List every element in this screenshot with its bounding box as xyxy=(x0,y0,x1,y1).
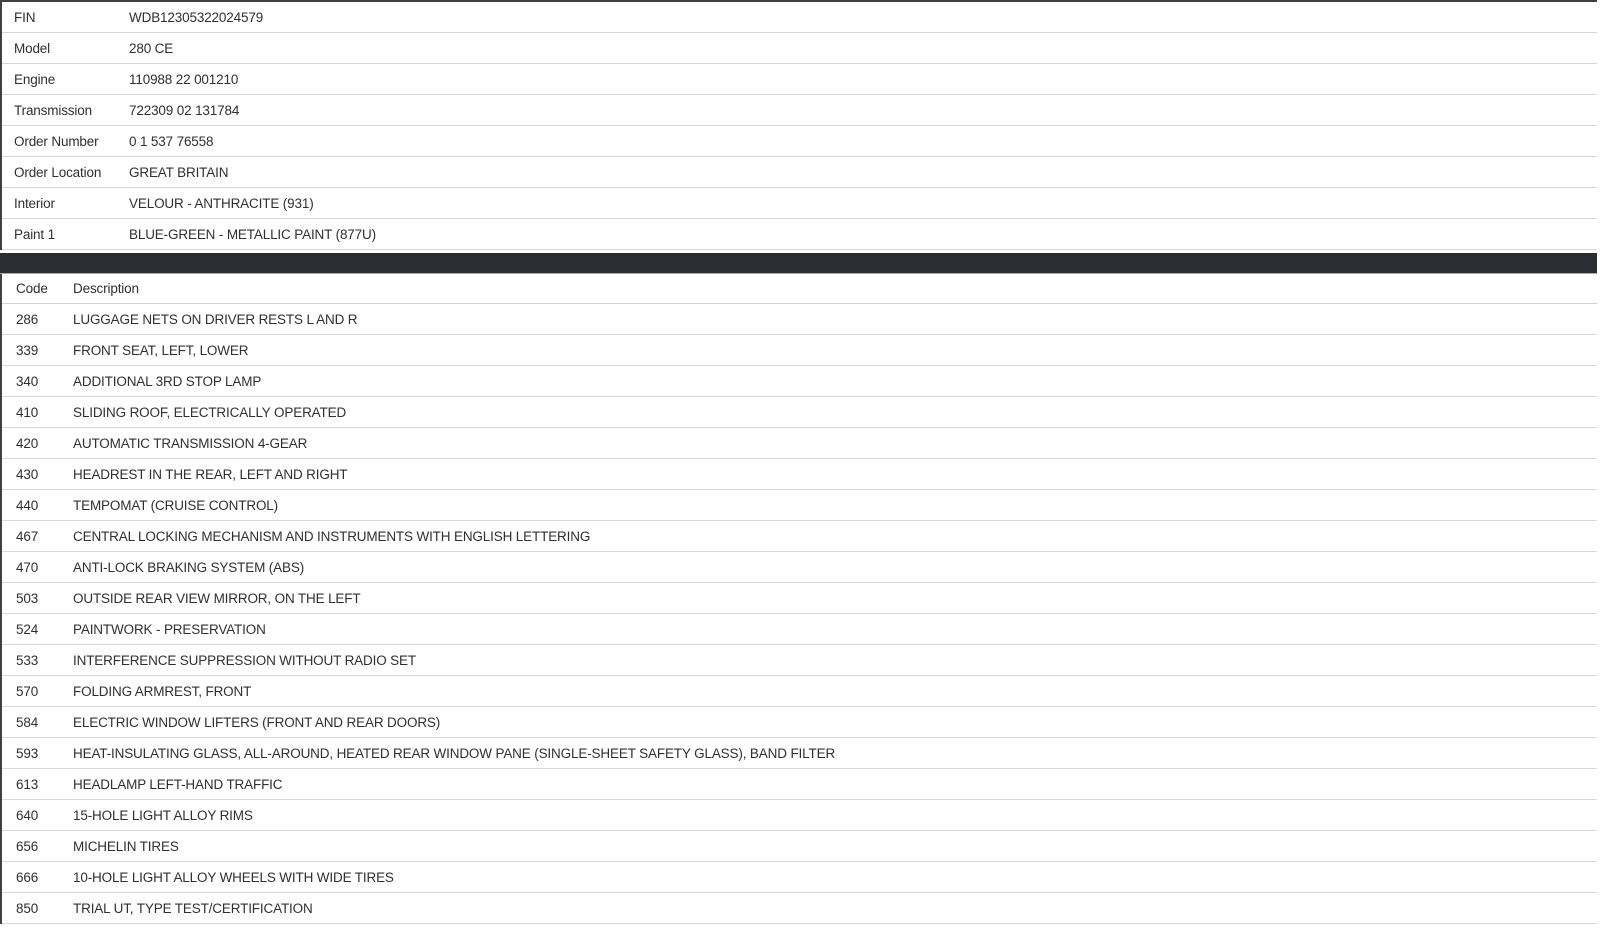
option-code: 470 xyxy=(16,559,39,575)
option-row xyxy=(2,831,1597,862)
option-code: 593 xyxy=(16,745,39,761)
vehicle-info-row xyxy=(2,126,1597,157)
option-code: 339 xyxy=(16,342,39,358)
option-row xyxy=(2,304,1597,335)
option-row xyxy=(2,676,1597,707)
field-label: Order Location xyxy=(14,164,102,180)
option-description: 15-HOLE LIGHT ALLOY RIMS xyxy=(73,807,253,823)
vehicle-info-row xyxy=(2,157,1597,188)
option-row xyxy=(2,614,1597,645)
option-code: 656 xyxy=(16,838,39,854)
option-description: FOLDING ARMREST, FRONT xyxy=(73,683,252,699)
vehicle-info-row xyxy=(2,33,1597,64)
code-column-header: Code xyxy=(16,281,48,296)
field-label: Interior xyxy=(14,195,55,211)
option-row xyxy=(2,397,1597,428)
option-description: HEADLAMP LEFT-HAND TRAFFIC xyxy=(73,776,283,792)
option-description: HEAT-INSULATING GLASS, ALL-AROUND, HEATED REAR WINDOW PANE (SINGLE-SHEET SAFETY GLASS), BAND FILTER xyxy=(73,745,836,761)
field-label: FIN xyxy=(14,9,36,25)
option-code: 503 xyxy=(16,590,39,606)
option-description: ADDITIONAL 3RD STOP LAMP xyxy=(73,373,262,389)
option-row xyxy=(2,738,1597,769)
option-code: 430 xyxy=(16,466,39,482)
vehicle-info-row xyxy=(2,2,1597,33)
field-value: 0 1 537 76558 xyxy=(129,133,214,149)
field-label: Paint 1 xyxy=(14,226,55,242)
option-row xyxy=(2,583,1597,614)
description-column-header: Description xyxy=(73,281,139,296)
option-description: HEADREST IN THE REAR, LEFT AND RIGHT xyxy=(73,466,348,482)
option-description: OUTSIDE REAR VIEW MIRROR, ON THE LEFT xyxy=(73,590,361,606)
option-code: 666 xyxy=(16,869,39,885)
option-row xyxy=(2,707,1597,738)
option-row xyxy=(2,335,1597,366)
option-code: 440 xyxy=(16,497,39,513)
option-row xyxy=(2,490,1597,521)
option-description: ANTI-LOCK BRAKING SYSTEM (ABS) xyxy=(73,559,305,575)
option-code: 640 xyxy=(16,807,39,823)
field-label: Model xyxy=(14,40,51,56)
option-code: 570 xyxy=(16,683,39,699)
field-label: Transmission xyxy=(14,102,92,118)
option-description: TRIAL UT, TYPE TEST/CERTIFICATION xyxy=(73,900,313,916)
vehicle-info-row xyxy=(2,95,1597,126)
option-row xyxy=(2,552,1597,583)
option-description: 10-HOLE LIGHT ALLOY WHEELS WITH WIDE TIRES xyxy=(73,869,394,885)
option-code: 613 xyxy=(16,776,39,792)
option-description: PAINTWORK - PRESERVATION xyxy=(73,621,266,637)
field-value: 280 CE xyxy=(129,40,174,56)
vehicle-info-row xyxy=(2,188,1597,219)
option-row xyxy=(2,645,1597,676)
option-description: INTERFERENCE SUPPRESSION WITHOUT RADIO SET xyxy=(73,652,416,668)
option-code: 420 xyxy=(16,435,39,451)
option-row xyxy=(2,521,1597,552)
option-row xyxy=(2,862,1597,893)
vehicle-info-table xyxy=(0,0,1597,250)
option-code: 467 xyxy=(16,528,39,544)
option-code: 524 xyxy=(16,621,39,637)
section-divider-bar xyxy=(0,253,1597,274)
option-code: 533 xyxy=(16,652,39,668)
option-description: TEMPOMAT (CRUISE CONTROL) xyxy=(73,497,279,513)
option-row xyxy=(2,428,1597,459)
field-value: BLUE-GREEN - METALLIC PAINT (877U) xyxy=(129,226,376,242)
option-description: LUGGAGE NETS ON DRIVER RESTS L AND R xyxy=(73,311,358,327)
option-code: 850 xyxy=(16,900,39,916)
options-header-row xyxy=(2,274,1597,304)
field-value: 110988 22 001210 xyxy=(129,71,239,87)
option-description: CENTRAL LOCKING MECHANISM AND INSTRUMENTS WITH ENGLISH LETTERING xyxy=(73,528,591,544)
field-label: Order Number xyxy=(14,133,99,149)
field-value: 722309 02 131784 xyxy=(129,102,240,118)
option-description: FRONT SEAT, LEFT, LOWER xyxy=(73,342,249,358)
field-label: Engine xyxy=(14,71,56,87)
option-description: MICHELIN TIRES xyxy=(73,838,179,854)
option-description: AUTOMATIC TRANSMISSION 4-GEAR xyxy=(73,435,308,451)
option-code: 340 xyxy=(16,373,39,389)
option-code: 286 xyxy=(16,311,39,327)
field-value: WDB12305322024579 xyxy=(129,9,264,25)
field-value: VELOUR - ANTHRACITE (931) xyxy=(129,195,314,211)
option-row xyxy=(2,366,1597,397)
option-row xyxy=(2,893,1597,924)
option-code: 410 xyxy=(16,404,39,420)
field-value: GREAT BRITAIN xyxy=(129,164,229,180)
option-row xyxy=(2,459,1597,490)
option-description: ELECTRIC WINDOW LIFTERS (FRONT AND REAR DOORS) xyxy=(73,714,441,730)
option-row xyxy=(2,769,1597,800)
vehicle-info-row xyxy=(2,64,1597,95)
option-code: 584 xyxy=(16,714,39,730)
equipment-codes-table xyxy=(0,274,1597,924)
vehicle-info-row xyxy=(2,219,1597,250)
option-row xyxy=(2,800,1597,831)
option-description: SLIDING ROOF, ELECTRICALLY OPERATED xyxy=(73,404,347,420)
